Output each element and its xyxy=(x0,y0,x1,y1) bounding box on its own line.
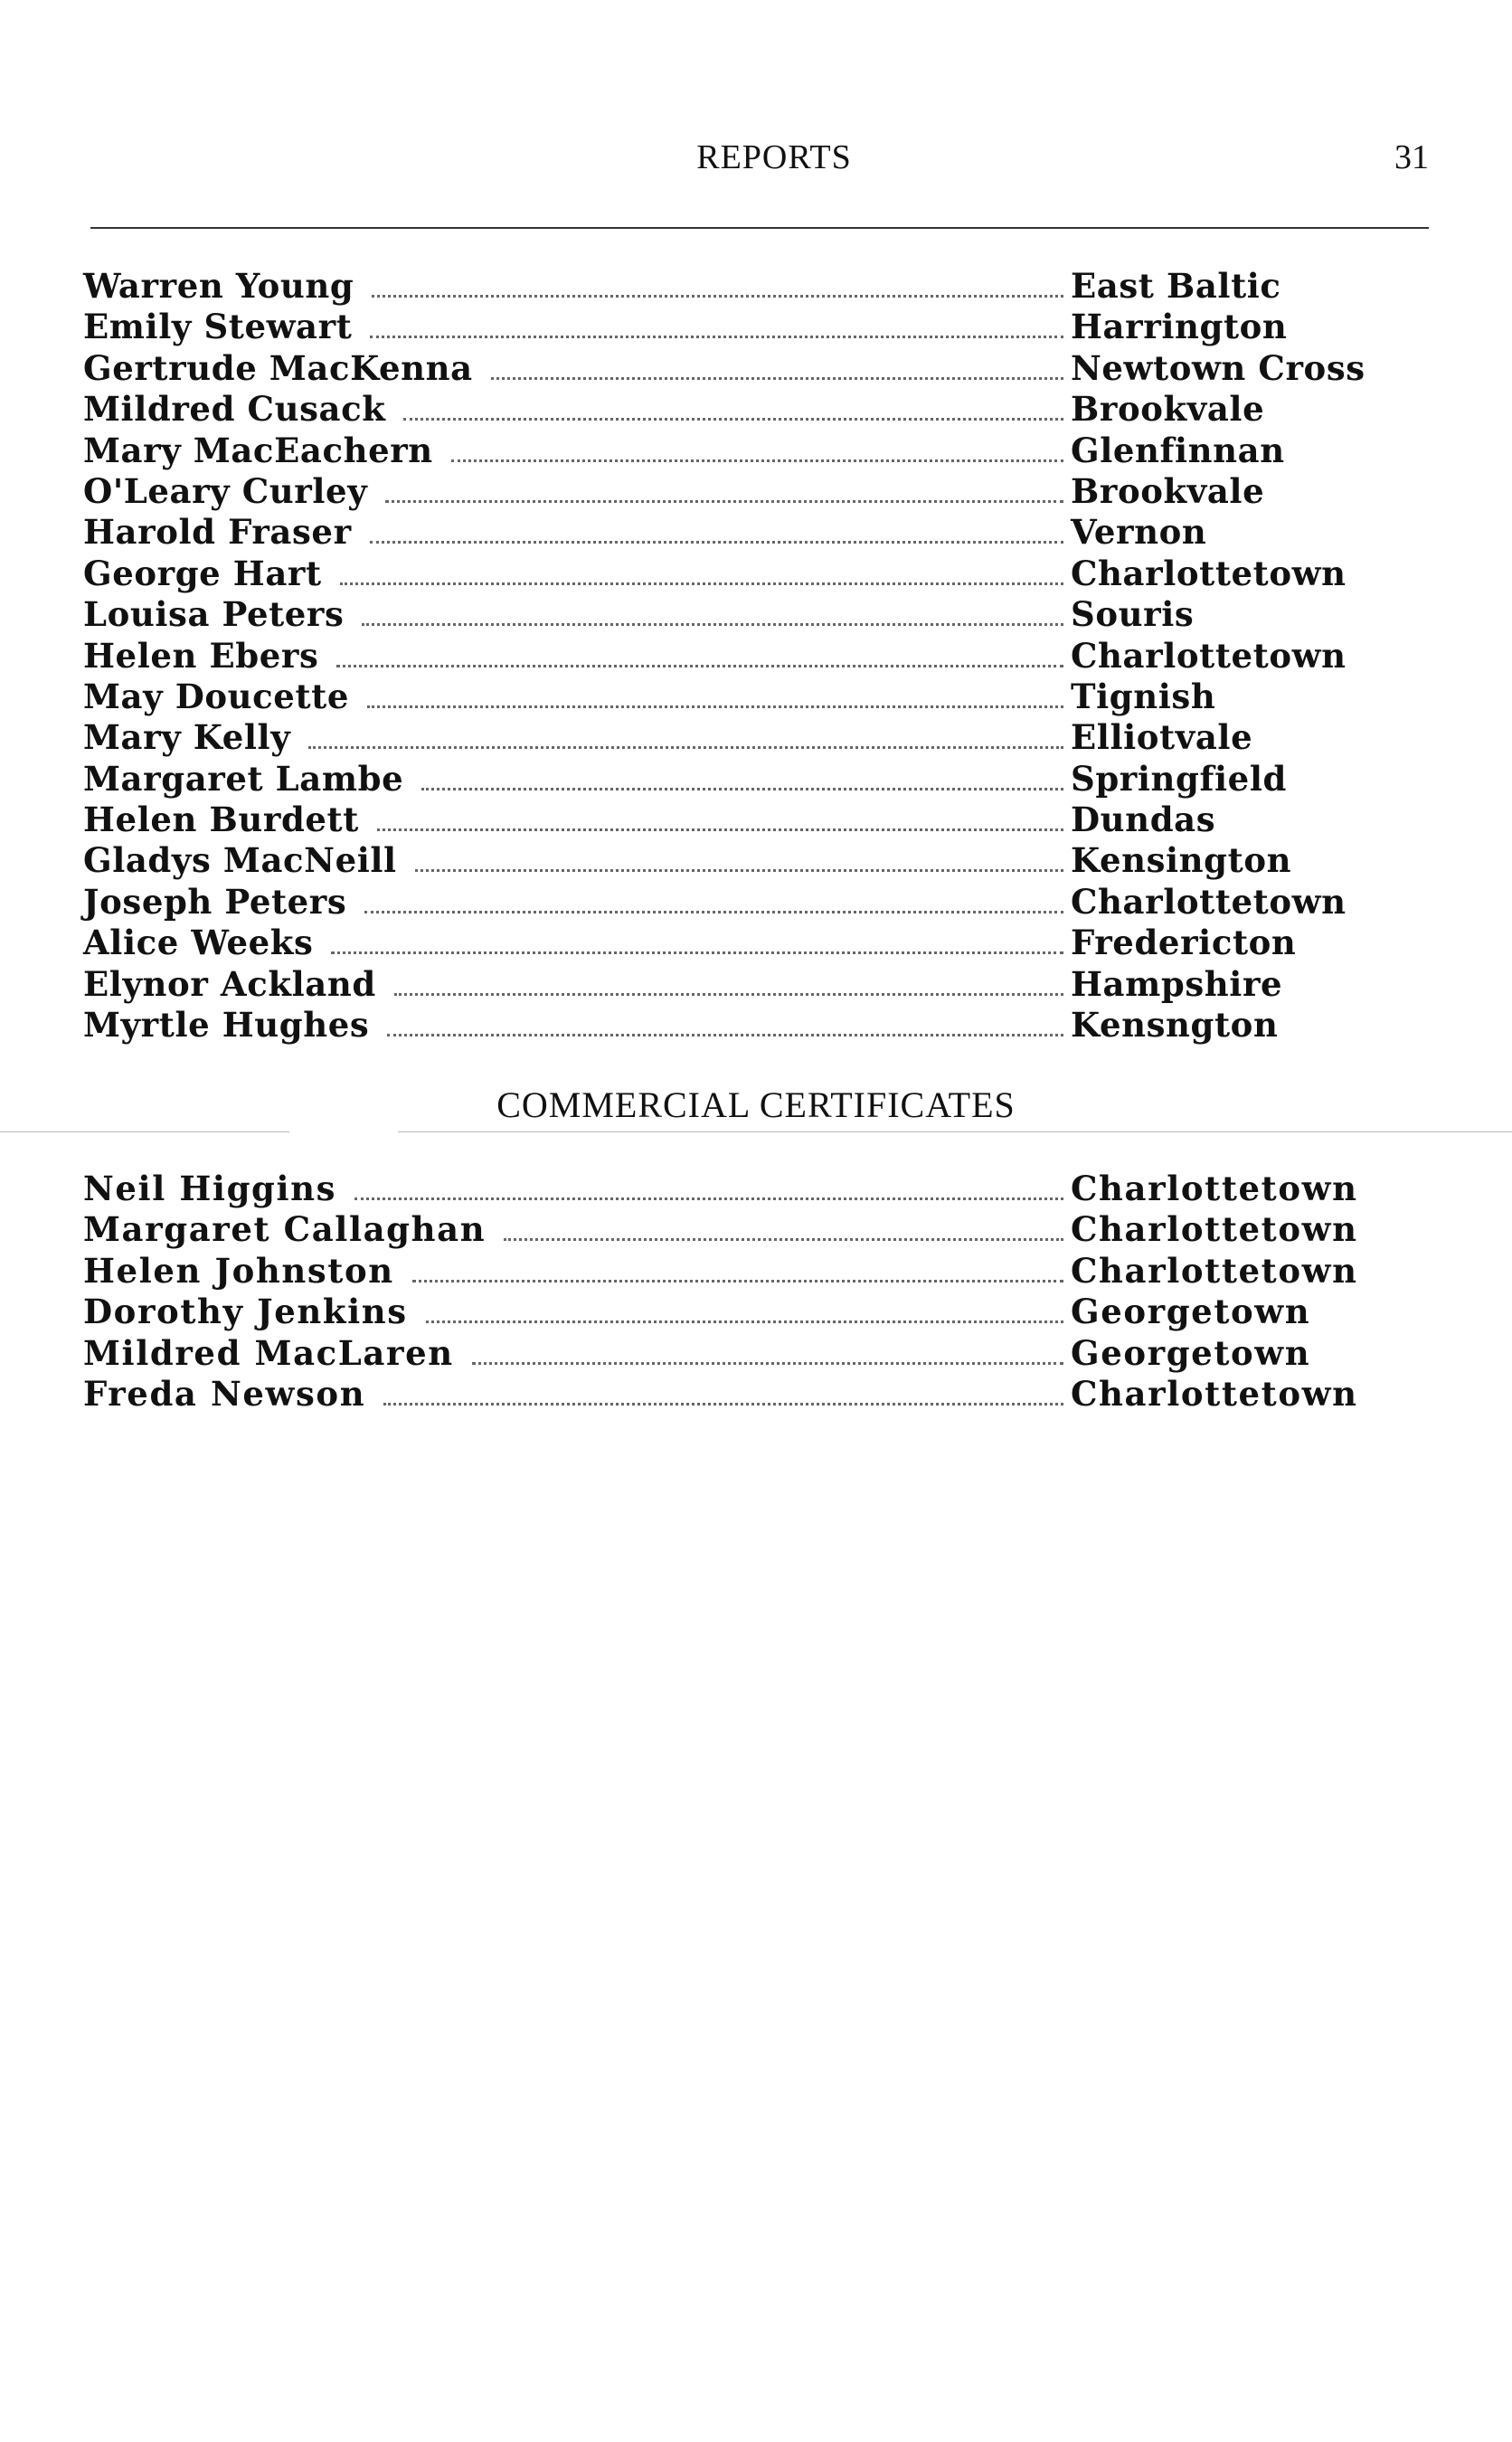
entry-name: Margaret Callaghan xyxy=(83,1209,487,1250)
entry-name: Alice Weeks xyxy=(83,923,314,963)
header-rule xyxy=(90,227,1429,229)
dot-leader xyxy=(370,336,1063,338)
list-item xyxy=(83,1169,1376,1209)
entry-place: Charlottetown xyxy=(1071,553,1347,593)
entry-place: Charlottetown xyxy=(1071,1169,1358,1208)
list-item xyxy=(83,1292,1376,1332)
entry-name: Louisa Peters xyxy=(83,594,345,635)
entry-place: Harrington xyxy=(1071,307,1288,347)
entry-place: Elliotvale xyxy=(1071,717,1253,758)
list-item xyxy=(83,677,1376,717)
entry-place: Charlottetown xyxy=(1071,1209,1358,1250)
list-item xyxy=(83,1374,1376,1415)
section-heading: COMMERCIAL CERTIFICATES xyxy=(496,1084,1016,1125)
entry-place: Charlottetown xyxy=(1071,881,1347,922)
list-item xyxy=(83,307,1376,347)
entry-place: East Baltic xyxy=(1071,266,1281,306)
dot-leader xyxy=(340,582,1063,585)
entry-name: Mary Kelly xyxy=(83,717,291,758)
list-item xyxy=(83,717,1376,758)
entry-place: Glenfinnan xyxy=(1071,430,1285,470)
entry-name: Gladys MacNeill xyxy=(83,840,397,881)
list-item xyxy=(83,389,1376,430)
list-item xyxy=(83,923,1376,963)
dot-leader xyxy=(362,623,1063,626)
dot-leader xyxy=(367,705,1063,708)
list-item xyxy=(83,636,1376,677)
entry-name: Mildred MacLaren xyxy=(83,1332,454,1373)
list-item xyxy=(83,964,1376,1005)
entry-name: Dorothy Jenkins xyxy=(83,1292,408,1332)
dot-leader xyxy=(372,295,1063,298)
entry-place: Charlottetown xyxy=(1071,1250,1358,1291)
dot-leader xyxy=(364,911,1063,913)
entry-name: Margaret Lambe xyxy=(83,758,404,799)
dot-leader xyxy=(331,951,1063,954)
entry-name: Warren Young xyxy=(83,266,354,306)
entry-place: Georgetown xyxy=(1071,1292,1311,1332)
entry-name: Mildred Cusack xyxy=(83,389,386,430)
entry-place: Springfield xyxy=(1071,758,1287,799)
entry-place: Newtown Cross xyxy=(1071,347,1366,388)
entry-name: Helen Burdett xyxy=(83,800,359,840)
entry-name: Mary MacEachern xyxy=(83,430,433,470)
dot-leader xyxy=(451,459,1063,462)
dot-leader xyxy=(403,418,1063,421)
entry-name: May Doucette xyxy=(83,676,349,716)
entry-name: Emily Stewart xyxy=(83,307,353,347)
commercial-certificates-list xyxy=(83,1169,1376,1415)
entry-name: Helen Johnston xyxy=(83,1250,394,1291)
entry-place: Tignish xyxy=(1071,676,1216,716)
entry-name: O'Leary Curley xyxy=(83,470,368,511)
entry-name: Myrtle Hughes xyxy=(83,1005,370,1046)
dot-leader xyxy=(308,746,1063,749)
dot-leader xyxy=(377,828,1063,831)
entry-place: Kensngton xyxy=(1071,1005,1279,1046)
dot-leader xyxy=(504,1238,1063,1241)
dot-leader xyxy=(421,788,1063,790)
page-number: 31 xyxy=(1394,138,1429,176)
list-item xyxy=(83,759,1376,800)
list-item xyxy=(83,554,1376,594)
dot-leader xyxy=(354,1197,1063,1200)
list-item xyxy=(83,1209,1376,1250)
entry-place: Fredericton xyxy=(1071,923,1297,963)
list-item xyxy=(83,840,1376,881)
dot-leader xyxy=(472,1362,1063,1365)
entry-name: George Hart xyxy=(83,553,322,593)
dot-leader xyxy=(385,500,1063,503)
list-item xyxy=(83,431,1376,471)
list-item xyxy=(83,512,1376,553)
entry-place: Hampshire xyxy=(1071,963,1283,1004)
running-title: REPORTS xyxy=(696,138,852,176)
list-item xyxy=(83,1251,1376,1292)
entry-place: Vernon xyxy=(1071,512,1207,553)
entry-place: Charlottetown xyxy=(1071,1373,1358,1414)
list-item xyxy=(83,266,1376,307)
list-item xyxy=(83,1005,1376,1046)
entry-name: Neil Higgins xyxy=(83,1169,337,1208)
list-item xyxy=(83,471,1376,512)
entry-name: Freda Newson xyxy=(83,1373,366,1414)
entry-name: Helen Ebers xyxy=(83,635,319,676)
dot-leader xyxy=(336,665,1063,667)
dot-leader xyxy=(394,993,1063,996)
list-item xyxy=(83,800,1376,840)
entry-place: Charlottetown xyxy=(1071,635,1347,676)
entry-name: Elynor Ackland xyxy=(83,963,376,1004)
list-item xyxy=(83,348,1376,389)
list-item xyxy=(83,594,1376,635)
entry-name: Joseph Peters xyxy=(83,881,347,922)
entry-place: Georgetown xyxy=(1071,1332,1311,1373)
dot-leader xyxy=(426,1320,1063,1323)
section-rule xyxy=(398,1131,1512,1132)
entry-place: Brookvale xyxy=(1071,389,1265,430)
entry-place: Dundas xyxy=(1071,800,1216,840)
dot-leader xyxy=(383,1403,1063,1406)
entry-name: Harold Fraser xyxy=(83,512,352,553)
section-rule xyxy=(0,1131,289,1132)
dot-leader xyxy=(387,1034,1063,1036)
entry-name: Gertrude MacKenna xyxy=(83,347,473,388)
graduates-list xyxy=(83,266,1376,1046)
entry-place: Kensington xyxy=(1071,840,1292,881)
entry-place: Souris xyxy=(1071,594,1195,635)
dot-leader xyxy=(491,377,1063,380)
entry-place: Brookvale xyxy=(1071,470,1265,511)
dot-leader xyxy=(415,869,1063,872)
dot-leader xyxy=(412,1280,1063,1283)
list-item xyxy=(83,1333,1376,1374)
list-item xyxy=(83,882,1376,923)
dot-leader xyxy=(370,541,1063,544)
